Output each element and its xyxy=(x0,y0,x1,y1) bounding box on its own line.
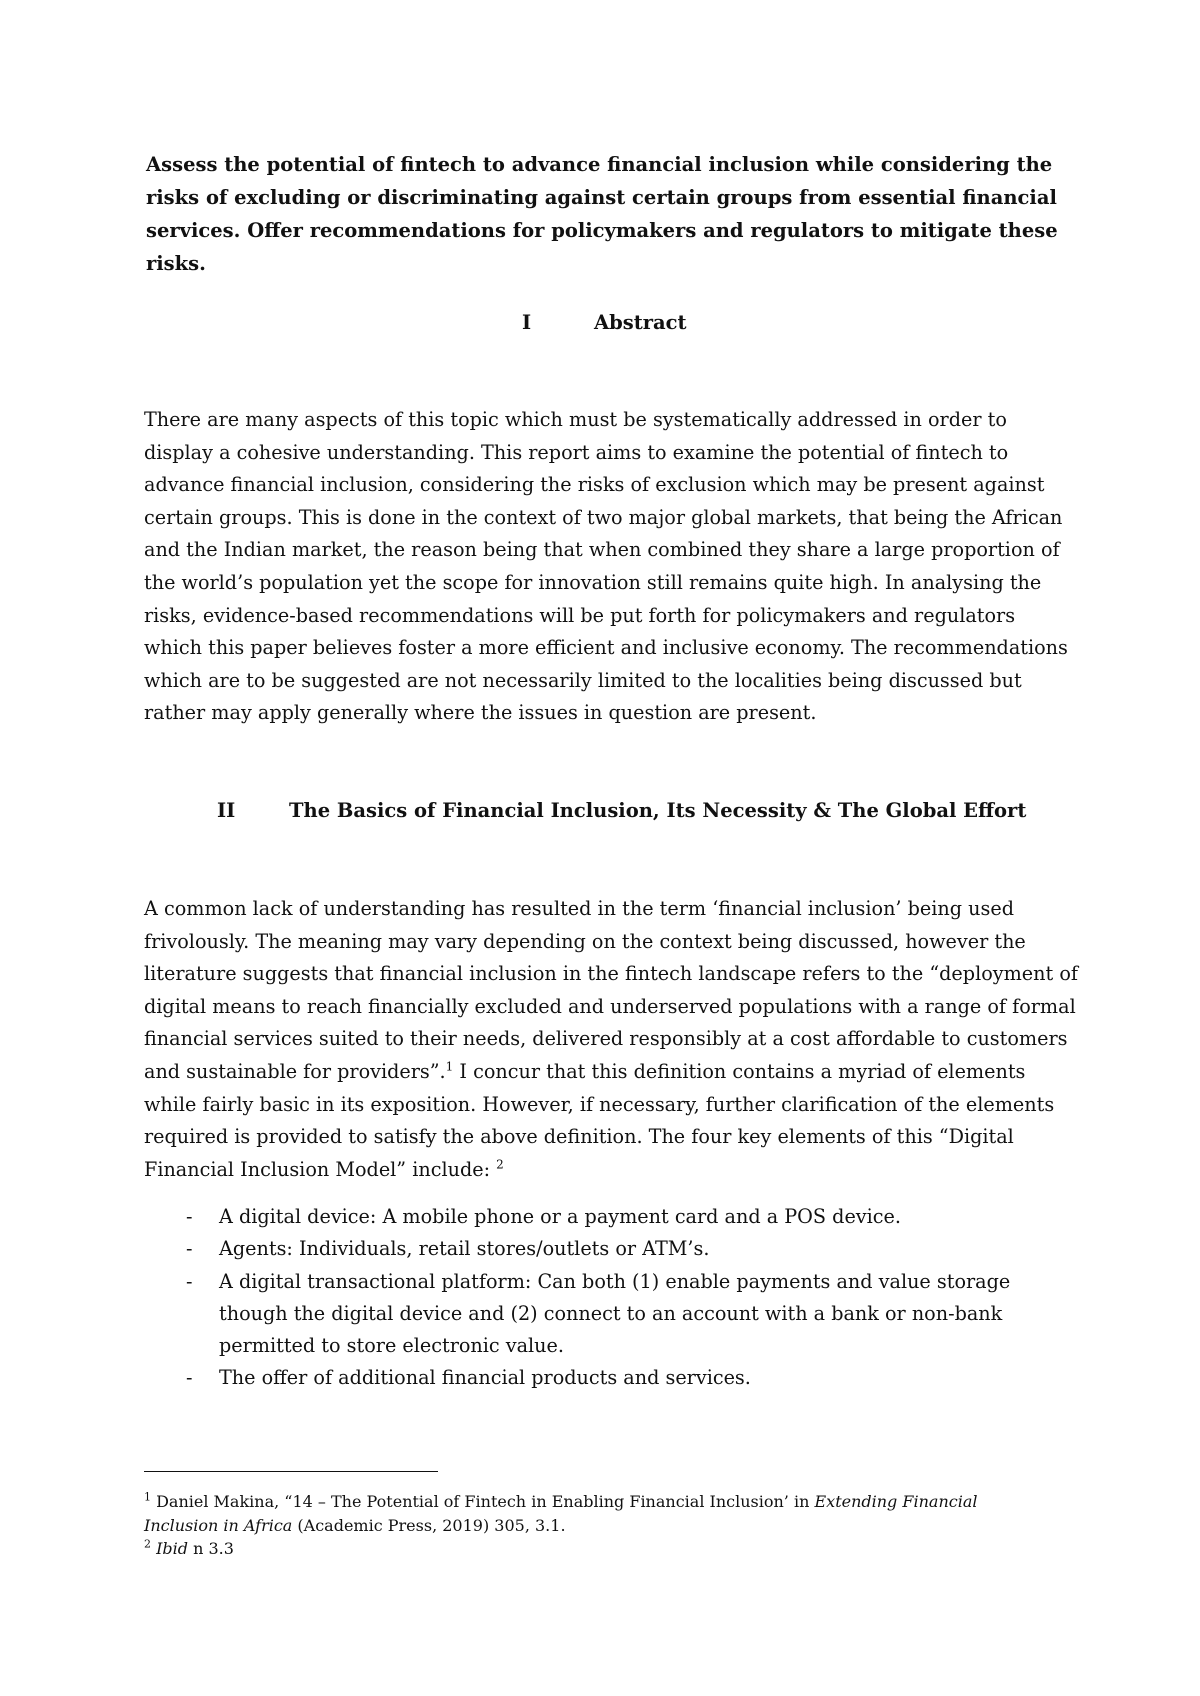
bullet-marker: - xyxy=(186,1205,193,1228)
section-number: I xyxy=(522,311,532,334)
section-number: II xyxy=(217,799,236,822)
section-title: The Basics of Financial Inclusion, Its Necessity & The Global Effort xyxy=(289,799,1027,822)
footnote-reference[interactable]: 1 xyxy=(445,1059,454,1074)
paragraph-text: A common lack of understanding has resulted in the term ‘financial inclusion’ being used frivolously. The meaning may vary depending on the context being discussed, however the literature suggests that financial inclusion in the fintech landscape refers to the “deployment of digital means to reach financially excluded and underserved populations with a range of formal financial services suited to their needs, delivered responsibly at a cost affordable to customers and sustainable for providers”. xyxy=(144,897,1078,1083)
list-item xyxy=(144,1266,1079,1363)
footnote xyxy=(144,1490,1044,1537)
model-elements-list xyxy=(144,1201,1079,1395)
footnote-number: 2 xyxy=(144,1537,151,1551)
bullet-marker: - xyxy=(186,1366,193,1390)
list-item-text: Agents: Individuals, retail stores/outlets or ATM’s. xyxy=(219,1237,710,1261)
abstract-paragraph: There are many aspects of this topic which must be systematically addressed in order to display a cohesive understanding. This report aims to examine the potential of fintech to advance financial inclusion, considering the risks of exclusion which may be present against certain groups. This is done in the context of two major global markets, that being the African and the Indian market, the reason being that when combined they share a large proportion of the world’s population yet the scope for innovation still remains quite high. In analysing the risks, evidence-based recommendations will be put forth for policymakers and regulators which this paper believes foster a more efficient and inclusive economy. The recommendations which are to be suggested are not necessarily limited to the localities being discussed but rather may apply generally where the issues in question are present. xyxy=(144,408,1068,725)
footnote-text: (Academic Press, 2019) 305, 3.1. xyxy=(292,1515,566,1535)
footnote-text: Daniel Makina, “14 – The Potential of Fintech in Enabling Financial Inclusion’ in xyxy=(151,1492,815,1511)
footnote xyxy=(144,1537,1044,1561)
list-item xyxy=(144,1233,1079,1265)
list-item-text: A digital transactional platform: Can both (1) enable payments and value storage though the digital device and (2) connect to an account with a bank or non-bank permitted to store electronic value. xyxy=(219,1269,1011,1358)
footnote-italic-title: Extending Financial Inclusion in Africa xyxy=(144,1492,978,1535)
bullet-marker: - xyxy=(186,1237,193,1261)
footnote-italic-title: Ibid xyxy=(156,1539,189,1558)
document-title: Assess the potential of fintech to advance financial inclusion while considering the risks of excluding or discriminating against certain groups from essential financial services. Offer recommendations for policymakers and regulators to mitigate these risks. xyxy=(146,153,1058,275)
footnote-number: 1 xyxy=(144,1490,151,1504)
footnotes xyxy=(144,1490,1044,1561)
paragraph-text: I concur that this definition contains a myriad of elements while fairly basic in its exposition. However, if necessary, further clarification of the elements required is provided to satisfy the above definition. The four key elements of this “Digital Financial Inclusion Model” include: xyxy=(144,1059,1055,1181)
list-item-text: A digital device: A mobile phone or a payment card and a POS device. xyxy=(219,1205,901,1228)
footnote-separator xyxy=(144,1471,438,1472)
basics-paragraph xyxy=(144,893,1079,1186)
footnote-text: n 3.3 xyxy=(188,1539,234,1558)
footnote-reference[interactable]: 2 xyxy=(496,1157,504,1172)
list-item xyxy=(144,1201,1079,1233)
list-item xyxy=(144,1362,1079,1394)
section-title: Abstract xyxy=(594,311,687,334)
section-heading-basics xyxy=(217,797,1027,827)
bullet-marker: - xyxy=(186,1269,193,1293)
list-item-text: The offer of additional financial products and services. xyxy=(219,1366,751,1390)
section-heading-abstract xyxy=(522,309,822,339)
